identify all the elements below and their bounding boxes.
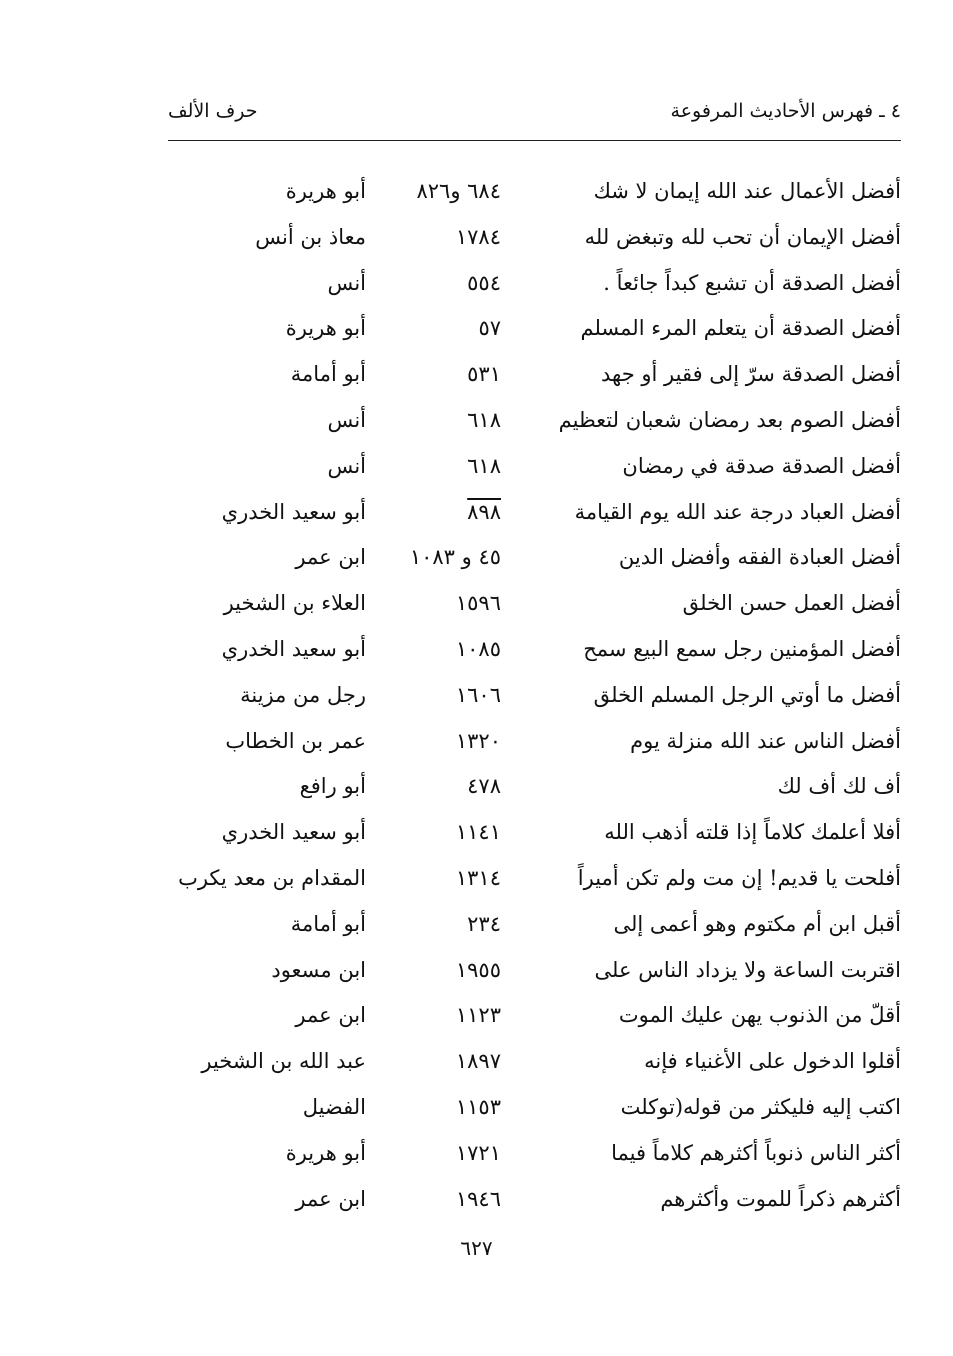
narrator-name: رجل من مزينة	[240, 682, 366, 707]
narrator-name: أنس	[327, 407, 366, 432]
running-header	[168, 100, 901, 130]
narrator-name: أبو أمامة	[290, 362, 366, 387]
section-title: ٤ ـ فهرس الأحاديث المرفوعة	[670, 100, 901, 122]
narrator-name: ابن عمر	[295, 1003, 366, 1028]
hadith-number: ١٧٢١	[455, 1140, 501, 1165]
narrator-name: أبو سعيد الخدري	[221, 820, 366, 845]
index-entry	[168, 673, 901, 719]
hadith-number: ١٣١٤	[455, 865, 501, 890]
hadith-number: ٥٧	[478, 316, 501, 341]
narrator-name: أبو سعيد الخدري	[221, 499, 366, 524]
narrator-name: أبو هريرة	[285, 1140, 366, 1165]
hadith-number: ١٣٢٠	[455, 728, 501, 753]
index-entry	[168, 764, 901, 810]
narrator-name: الفضيل	[302, 1094, 366, 1119]
index-entry	[168, 169, 901, 215]
hadith-number: ١٨٩٧	[455, 1049, 501, 1074]
narrator-name: أبو هريرة	[285, 316, 366, 341]
narrator-name: ابن عمر	[295, 1186, 366, 1211]
hadith-number: ١١٥٣	[455, 1094, 501, 1119]
hadith-text: أفضل الصدقة أن يتعلم المرء المسلم	[580, 316, 901, 341]
index-entry	[168, 810, 901, 856]
narrator-name: ابن مسعود	[271, 957, 366, 982]
hadith-text: اكتب إليه فليكثر من قوله(توكلت	[620, 1094, 901, 1119]
narrator-name: أبو أمامة	[290, 911, 366, 936]
hadith-number: ٦١٨	[467, 407, 501, 432]
index-entry	[168, 627, 901, 673]
index-entry	[168, 856, 901, 902]
index-entry	[168, 444, 901, 490]
index-entry	[168, 948, 901, 994]
hadith-number: ٤٥ و ١٠٨٣	[409, 545, 501, 570]
hadith-text: أفضل الأعمال عند الله إيمان لا شك	[593, 179, 901, 203]
narrator-name: المقدام بن معد يكرب	[178, 865, 366, 890]
hadith-text: أفلحت يا قديم! إن مت ولم تكن أميراً	[577, 865, 901, 890]
hadith-text: أقبل ابن أم مكتوم وهو أعمى إلى	[613, 911, 901, 936]
index-entry	[168, 581, 901, 627]
index-entry	[168, 306, 901, 352]
hadith-number: ١٦٠٦	[455, 682, 501, 707]
hadith-text: أفضل العمل حسن الخلق	[682, 591, 901, 616]
index-entry	[168, 1085, 901, 1131]
hadith-text: أفضل الصدقة صدقة في رمضان	[622, 453, 901, 478]
narrator-name: العلاء بن الشخير	[223, 591, 366, 616]
narrator-name: عمر بن الخطاب	[225, 728, 366, 753]
hadith-number: ١٧٨٤	[455, 224, 501, 249]
hadith-text: أفضل الصدقة أن تشبع كبداً جائعاً .	[603, 270, 901, 295]
hadith-number: ١١٢٣	[455, 1003, 501, 1028]
narrator-name: عبد الله بن الشخير	[201, 1049, 366, 1074]
hadith-text: أفضل الناس عند الله منزلة يوم	[630, 728, 901, 753]
narrator-name: أبو رافع	[299, 774, 366, 799]
index-entry	[168, 261, 901, 307]
narrator-name: أبو هريرة	[285, 179, 366, 203]
hadith-number: ٦٨٤ و٨٢٦	[416, 179, 501, 203]
index-entry	[168, 719, 901, 765]
hadith-number: ٨٩٨	[467, 499, 501, 524]
hadith-text: أفضل المؤمنين رجل سمع البيع سمح	[583, 636, 901, 661]
index-entry	[168, 1131, 901, 1177]
narrator-name: أنس	[327, 453, 366, 478]
hadith-number: ٦١٨	[467, 453, 501, 478]
hadith-index-list	[168, 169, 901, 1222]
index-entry	[168, 352, 901, 398]
hadith-number: ١٥٩٦	[455, 591, 501, 616]
hadith-text: أفضل العباد درجة عند الله يوم القيامة	[574, 499, 901, 524]
letter-title: حرف الألف	[168, 100, 258, 122]
hadith-number: ٥٥٤	[467, 270, 501, 295]
hadith-text: أكثرهم ذكراً للموت وأكثرهم	[660, 1186, 901, 1211]
hadith-text: أفضل الصدقة سرّ إلى فقير أو جهد	[601, 362, 901, 387]
page-number: ٦٢٧	[460, 1236, 493, 1260]
hadith-text: أفلا أعلمك كلاماً إذا قلته أذهب الله	[604, 820, 901, 845]
hadith-text: اقتربت الساعة ولا يزداد الناس على	[594, 957, 901, 982]
hadith-number: ١٠٨٥	[455, 636, 501, 661]
hadith-text: أقلّ من الذنوب يهن عليك الموت	[618, 1003, 901, 1028]
index-entry	[168, 215, 901, 261]
index-entry	[168, 902, 901, 948]
index-entry	[168, 993, 901, 1039]
index-entry	[168, 1039, 901, 1085]
index-entry	[168, 398, 901, 444]
narrator-name: أبو سعيد الخدري	[221, 636, 366, 661]
narrator-name: أنس	[327, 270, 366, 295]
hadith-text: أقلوا الدخول على الأغنياء فإنه	[644, 1049, 901, 1074]
hadith-text: أفضل الإيمان أن تحب لله وتبغض لله	[584, 224, 901, 249]
hadith-text: أف لك أف لك	[777, 774, 901, 799]
hadith-text: أفضل العبادة الفقه وأفضل الدين	[618, 545, 901, 570]
hadith-number: ٢٣٤	[467, 911, 501, 936]
index-entry	[168, 535, 901, 581]
index-entry	[168, 490, 901, 536]
narrator-name: معاذ بن أنس	[255, 224, 366, 249]
hadith-text: أكثر الناس ذنوباً أكثرهم كلاماً فيما	[611, 1140, 901, 1165]
hadith-number: ١١٤١	[455, 820, 501, 845]
index-entry	[168, 1177, 901, 1223]
hadith-number: ٥٣١	[467, 362, 501, 387]
hadith-text: أفضل ما أوتي الرجل المسلم الخلق	[593, 682, 901, 707]
hadith-number: ١٩٤٦	[455, 1186, 501, 1211]
hadith-number: ١٩٥٥	[455, 957, 501, 982]
hadith-number: ٤٧٨	[467, 774, 501, 799]
narrator-name: ابن عمر	[295, 545, 366, 570]
header-divider	[168, 140, 901, 141]
hadith-text: أفضل الصوم بعد رمضان شعبان لتعظيم	[558, 407, 901, 432]
